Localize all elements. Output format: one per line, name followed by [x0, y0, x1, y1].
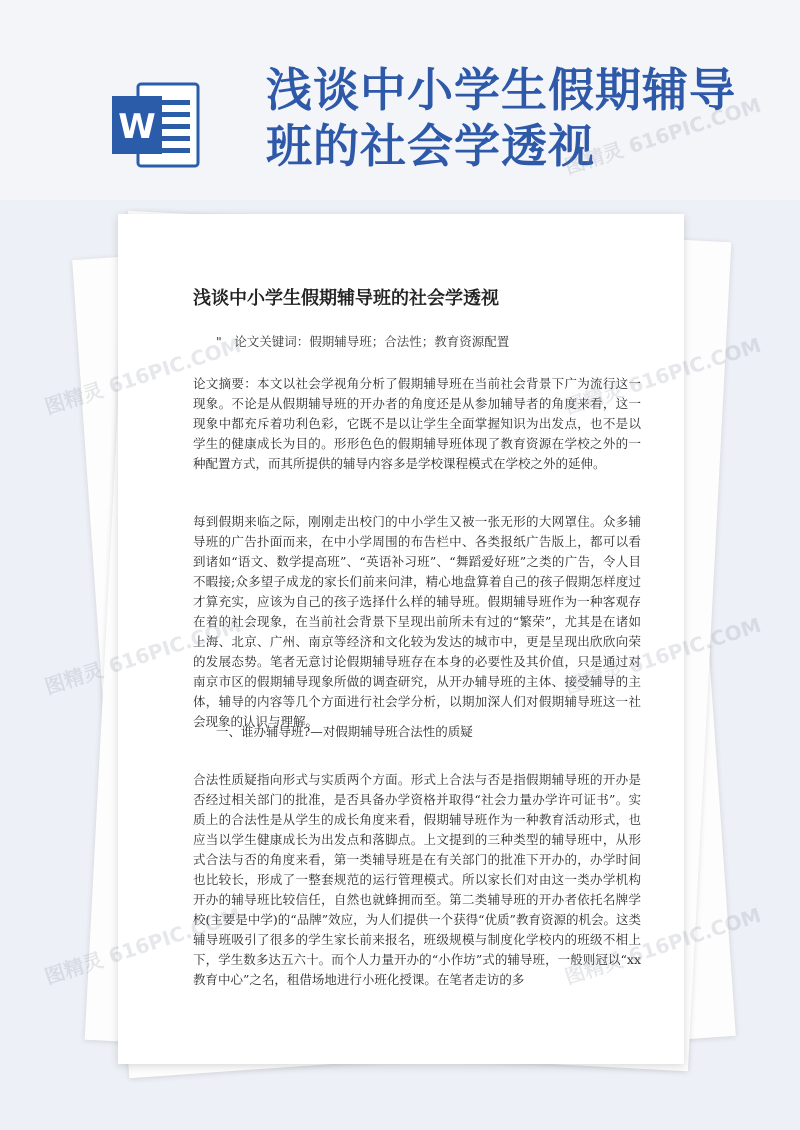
watermark: 图精灵 — [41, 377, 107, 419]
watermark: 图精灵 — [41, 657, 107, 699]
body-paragraph-2: 合法性质疑指向形式与实质两个方面。形式上合法与否是指假期辅导班的开办是否经过相关部门的批准，是否具备办学资格并取得“社会力量办学许可证书”。实质上的合法性是从学生的成长角度来看，假期辅导班作为一种教育活动形式，也应当以学生健康成长为出发点和落脚点。上文提到的三种类型的辅导班中，从形式合法与否的角度来看，第一类辅导班是在有关部门的批准下开办的，办学时间也比较长，形成了一整套规范的运行管理模式。所以家长们对由这一类办学机构开办的辅导班比较信任，自然也就蜂拥而至。第二类辅导班的开办者依托名牌学校(主要是中学)的“品牌”效应，为人们提供一个获得“优质”教育资源的机会。这类辅导班吸引了很多的学生家长前来报名，班级规模与制度化学校内的班级不相上下，学生数多达五六十。而个人力量开办的“小作坊”式的辅导班，一般则冠以“xx教育中心”之名，租借场地进行小班化授课。在笔者走访的多 — [193, 772, 641, 987]
logo-letter: W — [118, 107, 156, 147]
section-heading-1: 一、谁办辅导班?—对假期辅导班合法性的质疑 — [216, 724, 473, 739]
page-headline — [266, 62, 766, 174]
watermark: 图精灵 — [41, 947, 107, 989]
document-title: 浅谈中小学生假期辅导班的社会学透视 — [193, 288, 499, 309]
word-document-icon — [108, 76, 204, 172]
abstract-paragraph: 论文摘要：本文以社会学视角分析了假期辅导班在当前社会背景下广为流行这一现象。不论是从假期辅导班的开办者的角度还是从参加辅导者的角度来看，这一现象中都充斥着功利色彩，它既不是以让学生全面掌握知识为出发点，也不是以学生的健康成长为目的。形形色色的假期辅导班体现了教育资源在学校之外的一种配置方式，而其所提供的辅导内容多是学校课程模式在学校之外的延伸。 — [193, 376, 641, 471]
body-paragraph-1: 每到假期来临之际，刚刚走出校门的中小学生又被一张无形的大网罩住。众多辅导班的广告扑面而来，在中小学周围的布告栏中、各类报纸广告版上，都可以看到诸如“语文、数学提高班”、“英语补习班”、“舞蹈爱好班”之类的广告，令人目不暇接;众多望子成龙的家长们前来问津，精心地盘算着自己的孩子假期怎样度过才算充实，应该为自己的孩子选择什么样的辅导班。假期辅导班作为一种客观存在着的社会现象，在当前社会背景下呈现出前所未有过的“繁荣”，尤其是在诸如上海、北京、广州、南京等经济和文化较为发达的城市中，更是呈现出欣欣向荣的发展态势。笔者无意讨论假期辅导班存在本身的必要性及其价值，只是通过对南京市区的假期辅导现象所做的调查研究，从开办辅导班的主体、接受辅导的主体，辅导的内容等几个方面进行社会学分析，以期加深人们对假期辅导班这一社会现象的认识与理解。 — [193, 514, 641, 729]
document-page[interactable] — [118, 214, 684, 1064]
headline-line-2: 班的社会学透视 — [266, 119, 595, 173]
keywords-line: " 论文关键词：假期辅导班；合法性；教育资源配置 — [216, 334, 510, 349]
headline-line-1: 浅谈中小学生假期辅导 — [266, 63, 736, 117]
